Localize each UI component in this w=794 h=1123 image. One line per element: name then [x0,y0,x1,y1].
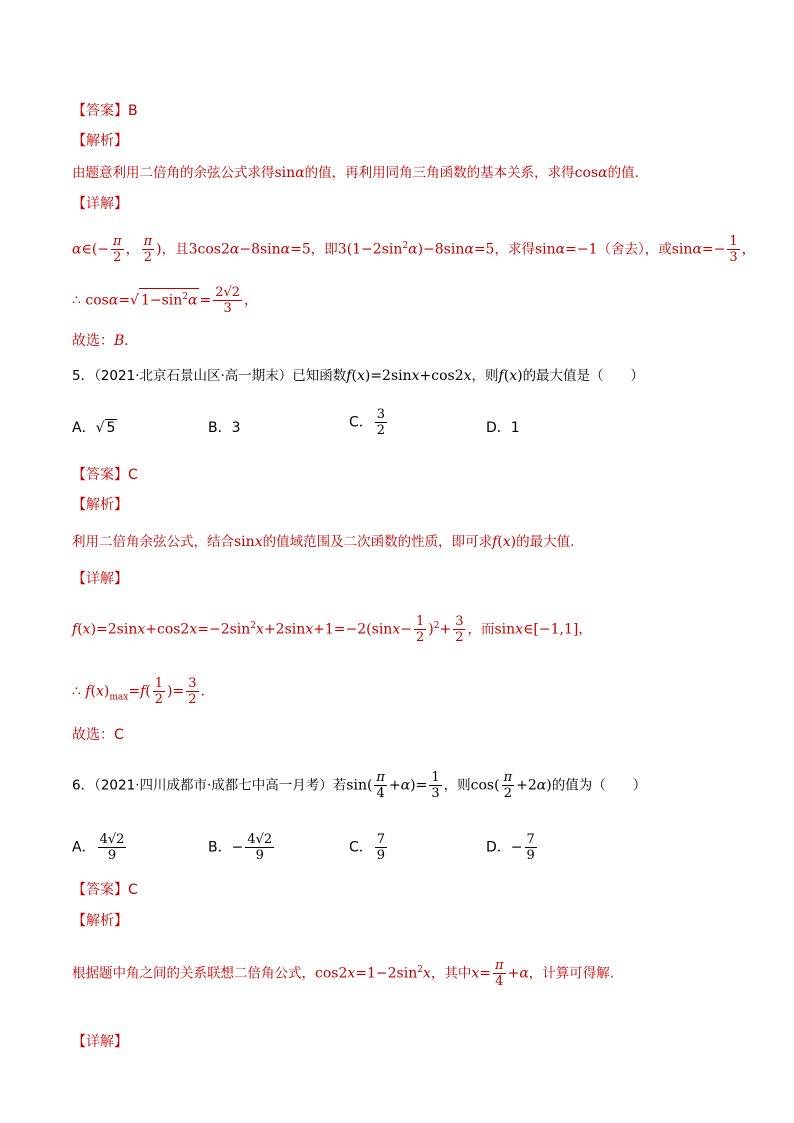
q5-option-a: A．√ 5 [72,420,116,436]
q6-option-d: D．− $\frac{7}{9}$ [486,832,535,863]
q5-option-c: C． $\frac{3}{2}$ [349,407,386,438]
q6-answer-label: 【答案】C [72,882,138,898]
q4-detail-line2: ∴ cosα=√ $1-\sin^2\alpha$ = $\frac{2√2}{3}$ ， [72,285,259,316]
q5-analysis-text: 利用二倍角余弦公式，结合sinx的值域范围及二次函数的性质，即可求f(x)的最大值. [72,534,575,550]
q5-option-d: D．1 [486,420,520,436]
q6-option-a: A． $\frac{4√2}{9}$ [72,832,125,863]
q5-detail-line1: $f(x)=2\sin x+\cos 2x=-2\sin^2x+2\sin x+1=-2(\sin x-$ $\frac{1}{2}$ )$^2$+ $\frac{3}{2}$ ，而sinx∈[−1,1]， [72,614,592,645]
q4-answer-label: 【答案】B [72,103,138,119]
q4-detail-line1: α∈(− $\frac{\pi}{2}$ ， $\frac{\pi}{2}$ )，且3cos2α−8sinα=5，即$3(1-2\sin^2\alpha)-8\sin\alpha=5$，求得sinα=−1（舍去），或sinα=− $\frac{1}{3}$ ， [72,234,756,265]
q6-analysis-text: 根据题中角之间的关系联想二倍角公式，$\cos 2x=1-2\sin^2x$，其中x= $\frac{\pi}{4}$ +α，计算可得解. [72,958,615,989]
q5-stem: 5．（2021·北京石景山区·高一期末）已知函数f(x)=2sinx+cos2x，则f(x)的最大值是（ ） [72,368,645,384]
q5-analysis-label: 【解析】 [72,497,128,513]
q4-choice: 故选：B． [72,333,139,349]
q5-choice: 故选：C [72,727,124,743]
q4-detail-label: 【详解】 [72,196,128,212]
q6-option-c: C． $\frac{7}{9}$ [349,832,386,863]
q4-analysis-text: 由题意利用二倍角的余弦公式求得sinα的值，再利用同角三角函数的基本关系，求得cosα的值． [72,165,649,181]
q5-option-b: B．3 [208,420,241,436]
q6-detail-label: 【详解】 [72,1034,128,1050]
q5-detail-line2: ∴ $f(x)_{max}=f$( $\frac{1}{2}$ )= $\frac{3}{2}$ . [72,676,205,707]
q6-analysis-label: 【解析】 [72,913,128,929]
q6-stem: 6．（2021·四川成都市·成都七中高一月考）若sin( $\frac{\pi}{4}$ +α)= $\frac{1}{3}$ ，则cos( $\frac{\pi}{2}$ +2α)的值为（ ） [72,770,647,801]
q5-answer-label: 【答案】C [72,467,138,483]
q5-detail-label: 【详解】 [72,571,128,587]
q6-option-b: B．− $\frac{4√2}{9}$ [208,832,273,863]
q4-analysis-label: 【解析】 [72,133,128,149]
